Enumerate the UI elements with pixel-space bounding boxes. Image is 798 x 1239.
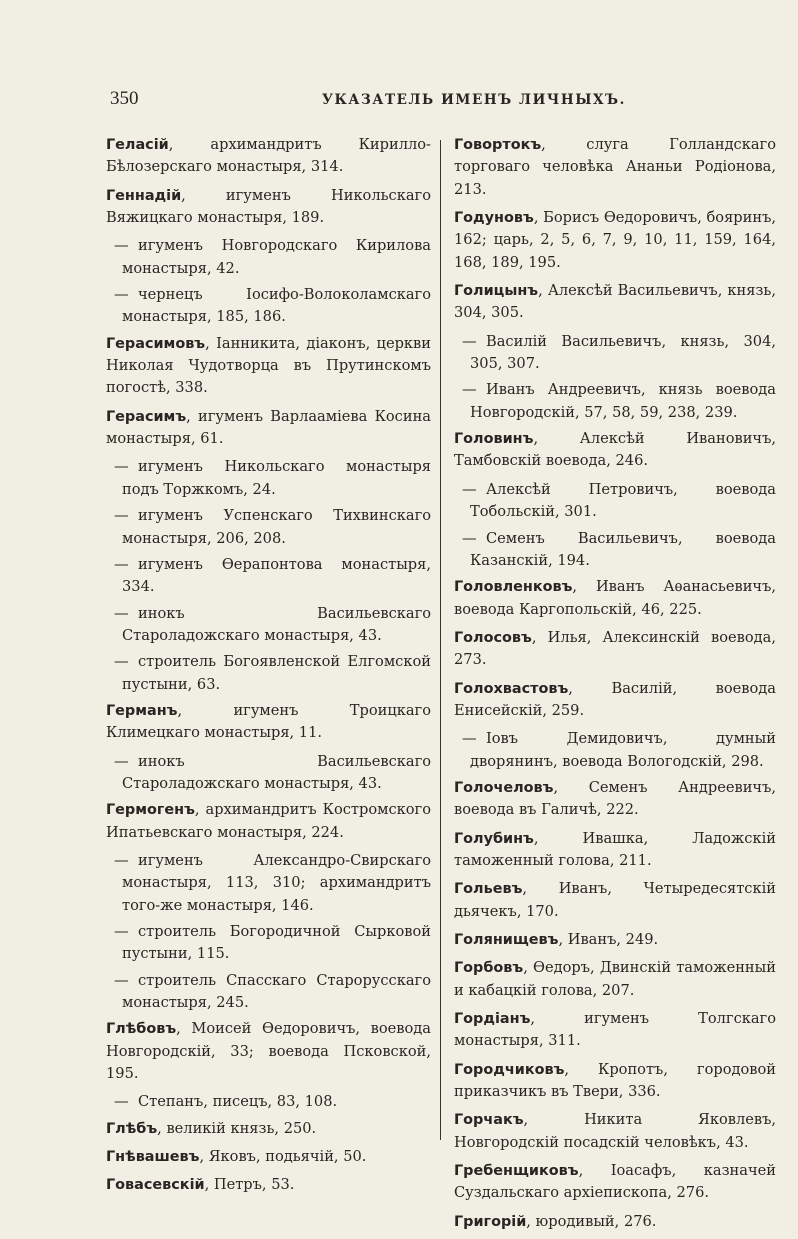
index-entry xyxy=(454,878,776,923)
entry-headword: Головинъ xyxy=(454,431,534,448)
index-subentry xyxy=(106,850,431,917)
subentry-text: строитель Богородичной Сырковой пустыни, 115. xyxy=(122,923,431,963)
subentry-text: игуменъ Александро-Свирскаго монастыря, 113, 310; архимандритъ того-же монастыря, 146. xyxy=(122,851,431,914)
index-entry xyxy=(454,1211,776,1233)
entry-text: , юродивый, 276. xyxy=(526,1212,657,1230)
subentry-text: игуменъ Никольскаго монастыря подъ Торжкомъ, 24. xyxy=(122,458,431,498)
index-entry xyxy=(454,134,776,201)
entry-text: , Петръ, 53. xyxy=(204,1176,295,1194)
index-entry xyxy=(106,134,431,179)
entry-text: , Алексѣй Васильевичъ, князь, 304, 305. xyxy=(454,282,776,322)
entry-text: , Ивашка, Ладожскій таможенный голова, 211. xyxy=(454,829,776,869)
em-dash: — xyxy=(114,653,129,671)
subentry-text: Алексѣй Петровичъ, воевода Тобольскій, 301. xyxy=(470,480,776,521)
entry-headword: Голосовъ xyxy=(454,629,532,646)
subentry-text: Семенъ Васильевичъ, воевода Казанскій, 194. xyxy=(470,529,776,569)
index-subentry xyxy=(454,479,776,524)
index-entry xyxy=(106,333,431,400)
entry-text: , Іанникита, діаконъ, церкви Николая Чудотворца въ Прутинскомъ погостѣ, 338. xyxy=(106,334,431,397)
subentry-text: Василій Васильевичъ, князь, 304, 305, 307. xyxy=(470,332,776,373)
subentry-text: строитель Спасскаго Старорусскаго монастыря, 245. xyxy=(122,971,431,1012)
em-dash: — xyxy=(114,286,129,304)
em-dash: — xyxy=(462,529,477,547)
entry-headword: Герасимовъ xyxy=(106,335,206,352)
index-entry xyxy=(454,678,776,723)
subentry-text: строитель Богоявленской Елгомской пустыни, 63. xyxy=(122,653,431,693)
entry-text: , Иванъ Аѳанасьевичъ, воевода Каргопольскій, 46, 225. xyxy=(454,578,776,618)
subentry-text: игуменъ Ѳерапонтова монастыря, 334. xyxy=(122,555,431,596)
entry-text: , Илья, Алексинскій воевода, 273. xyxy=(454,628,776,669)
entry-headword: Голохвастовъ xyxy=(454,680,569,697)
index-entry xyxy=(454,627,776,672)
entry-headword: Горчакъ xyxy=(454,1112,524,1129)
subentry-text: игуменъ Успенскаго Тихвинскаго монастыря, 206, 208. xyxy=(122,507,431,547)
index-entry xyxy=(454,777,776,822)
subentry-text: инокъ Васильевскаго Староладожскаго монастыря, 43. xyxy=(122,752,431,792)
entry-text: , игуменъ Троицкаго Климецкаго монастыря, 11. xyxy=(106,701,431,742)
index-subentry xyxy=(454,728,776,773)
index-column-left xyxy=(106,134,431,1203)
entry-headword: Голицынъ xyxy=(454,283,539,300)
entry-headword: Глѣбъ xyxy=(106,1120,158,1137)
index-entry xyxy=(454,207,776,274)
entry-headword: Горбовъ xyxy=(454,960,524,977)
em-dash: — xyxy=(114,1093,129,1111)
index-subentry xyxy=(106,651,431,696)
entry-text: , Никита Яковлевъ, Новгородскій посадскій человѣкъ, 43. xyxy=(454,1111,776,1151)
index-subentry xyxy=(454,379,776,424)
entry-headword: Гольевъ xyxy=(454,881,523,898)
entry-headword: Геласій xyxy=(106,137,169,153)
entry-headword: Гнѣвашевъ xyxy=(106,1149,200,1166)
subentry-text: Иванъ Андреевичъ, князь воевода Новгородскій, 57, 58, 59, 238, 239. xyxy=(470,381,776,421)
index-subentry xyxy=(454,528,776,573)
index-entry xyxy=(106,700,431,745)
index-entry xyxy=(454,929,776,951)
entry-text: , слуга Голландскаго торговаго человѣка Ананьи Родіонова, 213. xyxy=(454,136,776,198)
index-entry xyxy=(454,828,776,873)
index-entry xyxy=(106,1146,431,1168)
em-dash: — xyxy=(462,381,477,399)
index-subentry xyxy=(106,921,431,966)
index-subentry xyxy=(106,603,431,648)
entry-text: , игуменъ Толгскаго монастыря, 311. xyxy=(454,1010,776,1050)
entry-headword: Гермогенъ xyxy=(106,802,195,819)
entry-headword: Гордіанъ xyxy=(454,1011,531,1028)
index-entry xyxy=(454,576,776,621)
em-dash: — xyxy=(114,971,129,989)
entry-text: , Алексѣй Ивановичъ, Тамбовскій воевода, 246. xyxy=(454,430,776,470)
running-head: УКАЗАТЕЛЬ ИМЕНЪ ЛИЧНЫХЪ. xyxy=(322,92,626,108)
index-entry xyxy=(454,1109,776,1154)
index-subentry xyxy=(106,505,431,550)
entry-text: , Ѳедоръ, Двинскій таможенный и кабацкій голова, 207. xyxy=(454,959,776,999)
index-entry xyxy=(106,1118,431,1140)
entry-headword: Григорій xyxy=(454,1213,527,1230)
entry-text: , Іоасафъ, казначей Суздальскаго архіепископа, 276. xyxy=(454,1162,776,1202)
entry-text: , архимандритъ Кирилло-Бѣлозерскаго монастыря, 314. xyxy=(106,136,431,176)
entry-headword: Голянищевъ xyxy=(454,932,559,948)
entry-text: , великій князь, 250. xyxy=(157,1119,317,1137)
index-subentry xyxy=(106,284,431,329)
subentry-text: Степанъ, писецъ, 83, 108. xyxy=(138,1093,338,1111)
entry-headword: Говасевскій xyxy=(106,1177,205,1194)
index-subentry xyxy=(106,235,431,280)
entry-headword: Говортокъ xyxy=(454,137,542,153)
entry-text: , Семенъ Андреевичъ, воевода въ Галичѣ, 222. xyxy=(454,778,776,819)
entry-headword: Герасимъ xyxy=(106,408,187,425)
index-entry xyxy=(106,406,431,451)
index-entry xyxy=(106,799,431,844)
em-dash: — xyxy=(114,604,129,622)
index-entry xyxy=(106,1018,431,1085)
entry-headword: Голочеловъ xyxy=(454,779,554,796)
entry-text: , игуменъ Никольскаго Вяжицкаго монастыря, 189. xyxy=(106,186,431,227)
index-entry xyxy=(454,957,776,1002)
entry-text: , Иванъ, Четыредесятскій дьячекъ, 170. xyxy=(454,880,776,920)
entry-headword: Голубинъ xyxy=(454,830,534,847)
index-entry xyxy=(454,428,776,473)
entry-text: , Кропотъ, городовой приказчикъ въ Твери, 336. xyxy=(454,1060,776,1101)
em-dash: — xyxy=(114,458,129,476)
index-subentry xyxy=(106,1091,431,1113)
em-dash: — xyxy=(114,555,129,573)
subentry-text: чернецъ Іосифо-Волоколамскаго монастыря, 185, 186. xyxy=(122,286,431,326)
column-divider xyxy=(440,140,441,1140)
entry-text: , игуменъ Варлааміева Косина монастыря, 61. xyxy=(106,407,431,448)
entry-headword: Гребенщиковъ xyxy=(454,1163,579,1180)
index-entry xyxy=(454,280,776,325)
index-entry xyxy=(106,185,431,230)
em-dash: — xyxy=(114,237,129,255)
em-dash: — xyxy=(462,730,477,748)
entry-headword: Геннадій xyxy=(106,187,182,204)
entry-headword: Глѣбовъ xyxy=(106,1021,177,1038)
entry-headword: Годуновъ xyxy=(454,210,534,227)
subentry-text: игуменъ Новгородскаго Кирилова монастыря, 42. xyxy=(122,237,431,277)
index-column-right xyxy=(454,134,776,1239)
entry-text: , Яковъ, подьячій, 50. xyxy=(199,1148,367,1166)
em-dash: — xyxy=(114,507,129,525)
entry-text: , архимандритъ Костромского Ипатьевскаго монастыря, 224. xyxy=(106,801,431,841)
index-subentry xyxy=(454,331,776,376)
entry-text: , Василій, воевода Енисейскій, 259. xyxy=(454,679,776,719)
entry-headword: Головленковъ xyxy=(454,579,573,596)
entry-text: , Борисъ Ѳедоровичъ, бояринъ, 162; царь, 2, 5, 6, 7, 9, 10, 11, 159, 164, 168, 189, 195. xyxy=(454,209,776,271)
index-entry xyxy=(106,1174,431,1196)
entry-text: , Иванъ, 249. xyxy=(558,931,659,948)
subentry-text: инокъ Васильевскаго Староладожскаго монастыря, 43. xyxy=(122,604,431,644)
page-number: 350 xyxy=(110,88,139,109)
index-subentry xyxy=(106,970,431,1015)
index-subentry xyxy=(106,456,431,501)
em-dash: — xyxy=(114,851,129,869)
em-dash: — xyxy=(462,480,477,498)
em-dash: — xyxy=(462,332,477,350)
index-entry xyxy=(454,1008,776,1053)
index-subentry xyxy=(106,751,431,796)
em-dash: — xyxy=(114,752,129,770)
subentry-text: Іовъ Демидовичъ, думный дворянинъ, воевода Вологодскій, 298. xyxy=(470,730,776,770)
em-dash: — xyxy=(114,923,129,940)
entry-headword: Германъ xyxy=(106,702,178,719)
index-entry xyxy=(454,1059,776,1104)
entry-text: , Моисей Ѳедоровичъ, воевода Новгородскій, 33; воевода Псковской, 195. xyxy=(106,1020,431,1083)
index-entry xyxy=(454,1160,776,1205)
entry-headword: Городчиковъ xyxy=(454,1061,565,1078)
index-subentry xyxy=(106,554,431,599)
